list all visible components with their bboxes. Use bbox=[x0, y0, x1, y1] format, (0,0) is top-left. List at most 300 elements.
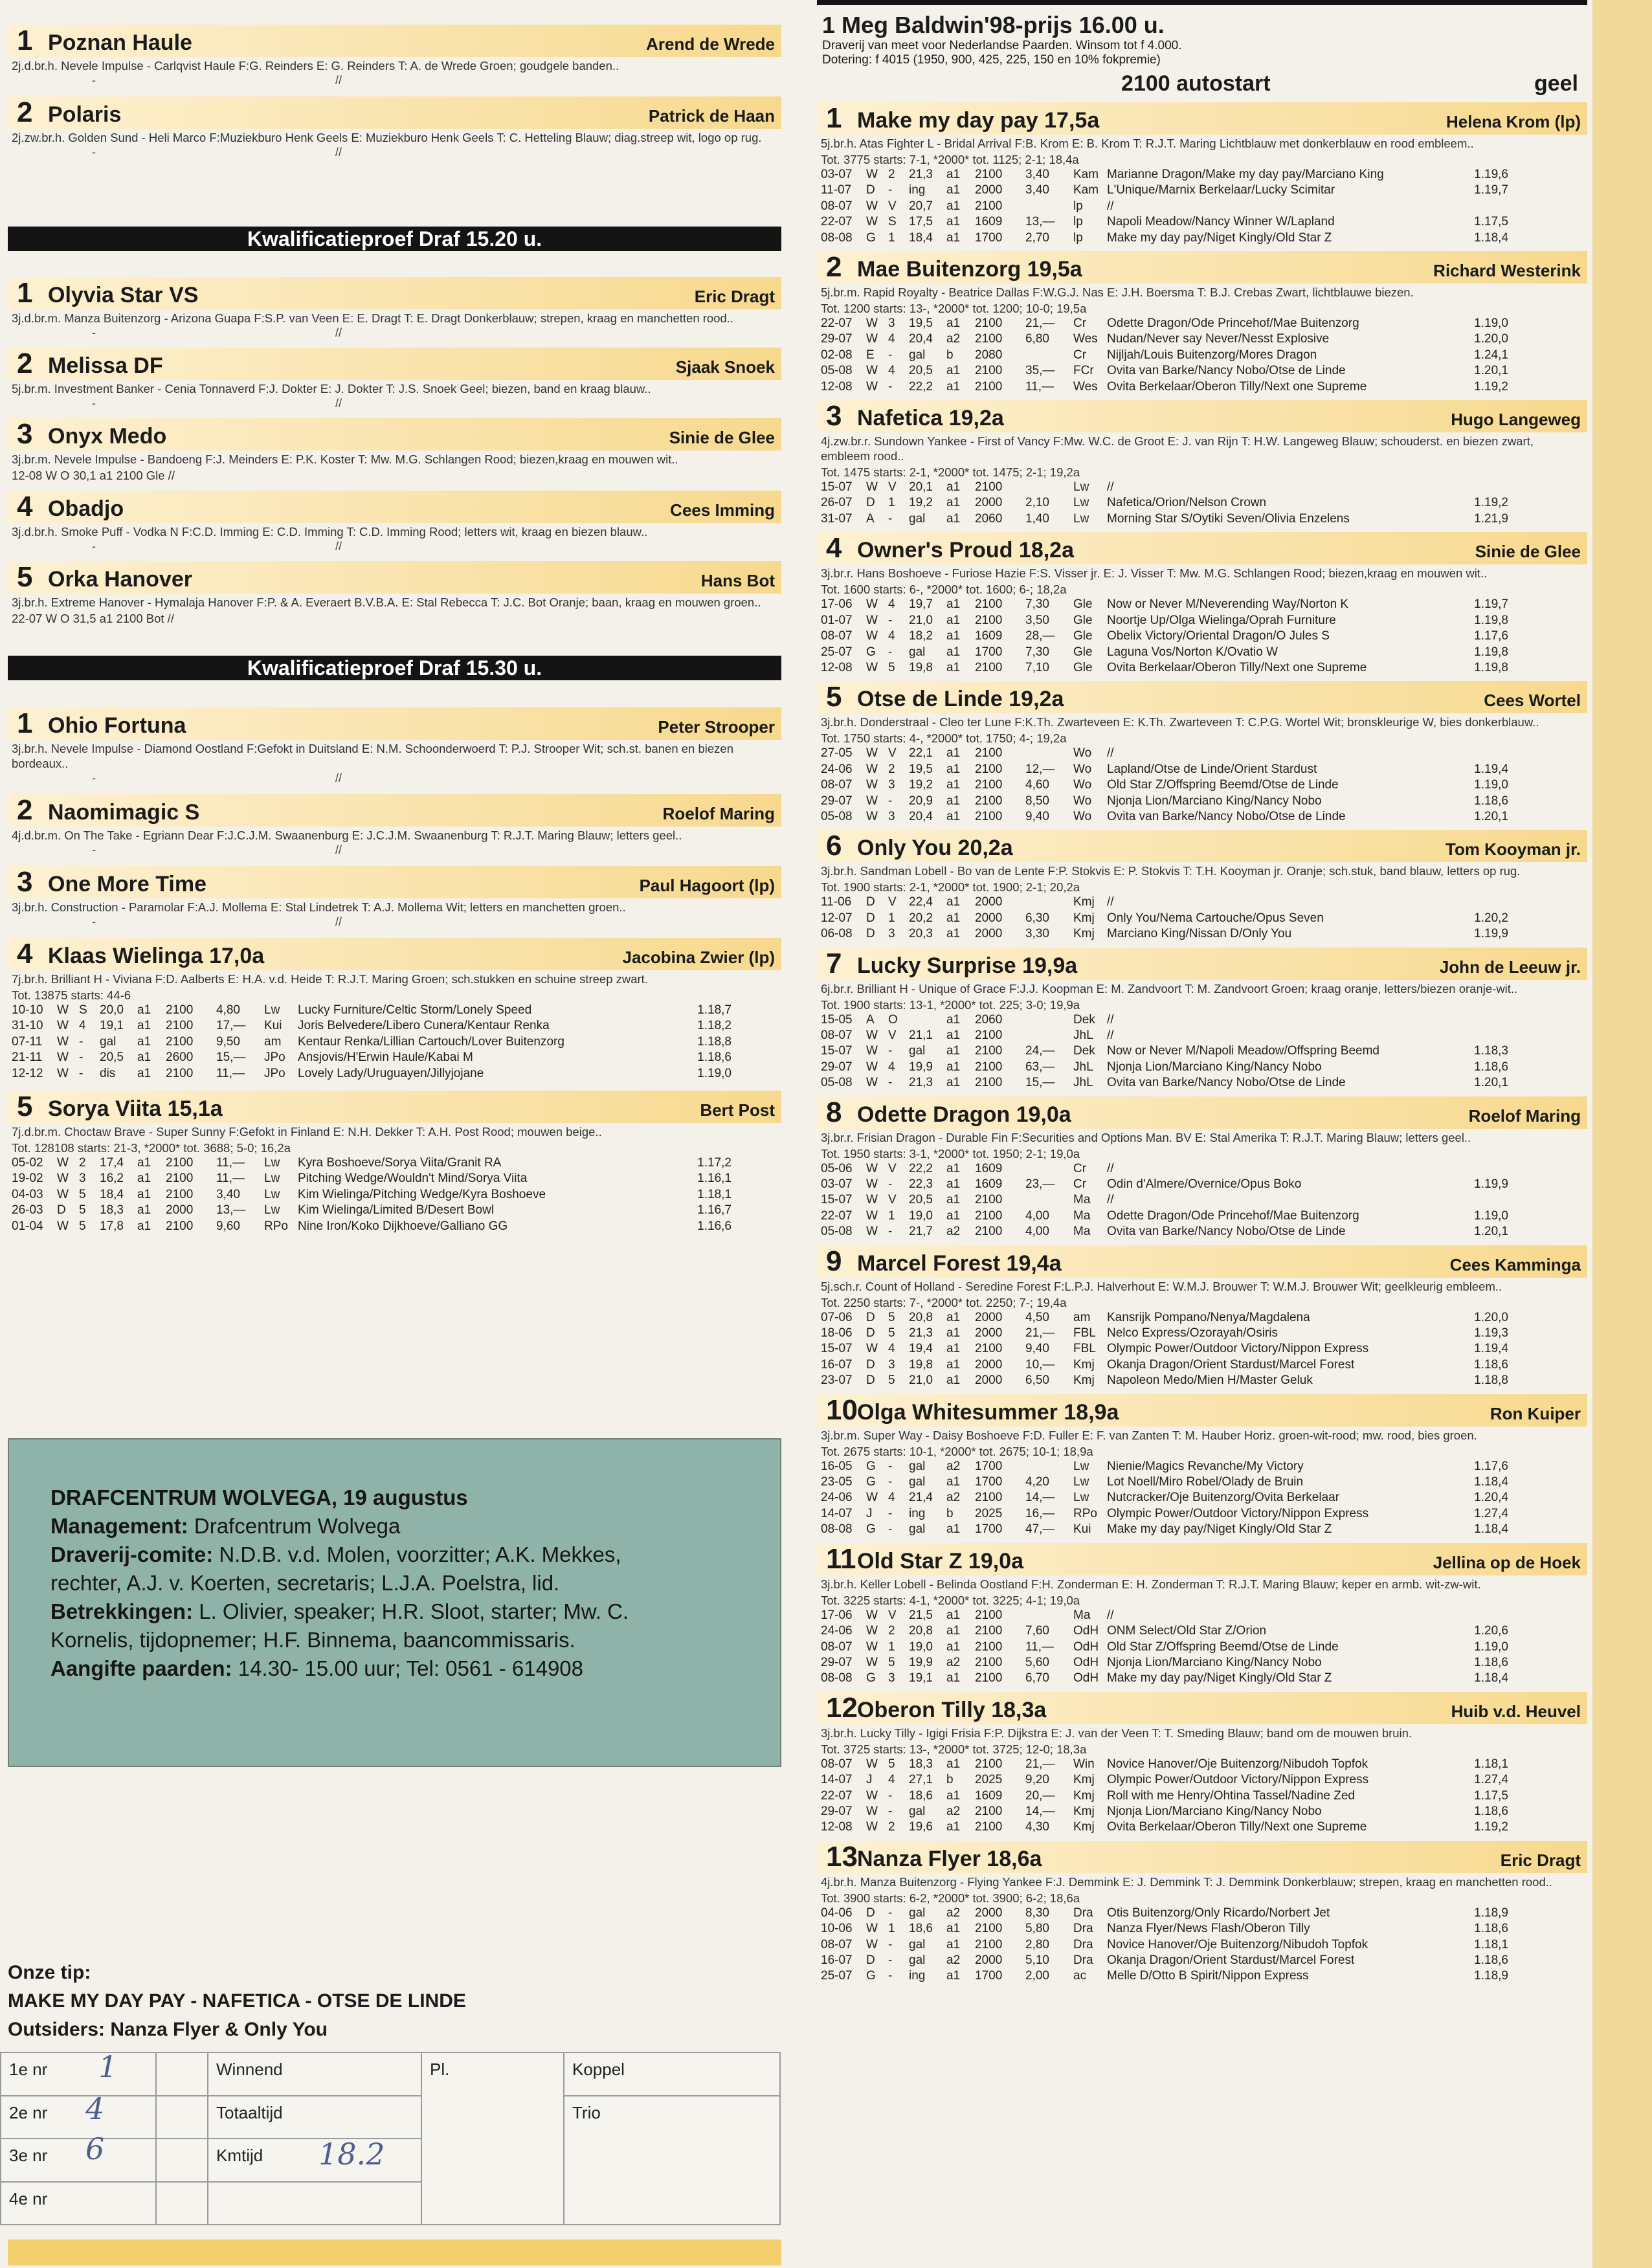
run-cell: 1 bbox=[888, 1640, 895, 1654]
entry-name: Only You 20,2a bbox=[857, 836, 1013, 861]
run-cell: // bbox=[1107, 746, 1114, 761]
race-header bbox=[817, 0, 1587, 100]
dash-mark: - bbox=[92, 843, 96, 856]
run-cell: Gle bbox=[1073, 629, 1093, 643]
run-row bbox=[821, 214, 1583, 230]
run-row bbox=[821, 363, 1583, 379]
run-cell: 18,2 bbox=[909, 629, 933, 643]
entry-number: 7 bbox=[826, 947, 842, 979]
run-cell: 1.19,0 bbox=[697, 1066, 731, 1080]
run-cell: a1 bbox=[137, 1156, 151, 1170]
run-row bbox=[821, 1012, 1583, 1028]
run-cell: 14,— bbox=[1025, 1804, 1055, 1818]
run-cell: am bbox=[264, 1034, 282, 1049]
run-cell: 1.18,9 bbox=[1474, 1906, 1508, 1920]
run-cell: - bbox=[888, 1953, 893, 1967]
run-row bbox=[821, 167, 1583, 183]
run-cell: Kmj bbox=[1073, 895, 1095, 909]
entry-name: Orka Hanover bbox=[48, 567, 192, 592]
run-cell: 1.18,4 bbox=[1474, 1522, 1508, 1537]
run-cell: 1.17,5 bbox=[1474, 1788, 1508, 1803]
run-cell: Cr bbox=[1073, 348, 1087, 362]
run-cell bbox=[1469, 480, 1508, 495]
run-cell: 07-11 bbox=[12, 1034, 43, 1049]
run-row bbox=[12, 1155, 777, 1171]
run-row bbox=[821, 1177, 1583, 1192]
run-cell: Njonja Lion/Marciano King/Nancy Nobo bbox=[1107, 1655, 1322, 1669]
entry bbox=[817, 251, 1587, 400]
run-cell: Ma bbox=[1073, 1225, 1091, 1239]
run-cell: 2100 bbox=[975, 1922, 1003, 1936]
run-cell: 3,40 bbox=[1025, 168, 1049, 181]
run-cell: 2000 bbox=[975, 911, 1003, 925]
dash-mark: - bbox=[92, 915, 96, 928]
run-cell: Kansrijk Pompano/Nenya/Magdalena bbox=[1107, 1310, 1310, 1324]
run-cell: 2000 bbox=[975, 1906, 1003, 1920]
info-management: Management: Drafcentrum Wolvega bbox=[50, 1514, 401, 1538]
run-cell: 2100 bbox=[975, 1060, 1003, 1074]
run-cell: 1.19,0 bbox=[1474, 317, 1508, 331]
run-cell: 1.18,6 bbox=[1474, 1804, 1508, 1818]
run-cell: D bbox=[866, 1310, 875, 1324]
run-cell: Now or Never M/Napoli Meadow/Offspring Beemd bbox=[1107, 1044, 1379, 1058]
run-cell: FBL bbox=[1073, 1326, 1096, 1340]
dash-mark: - bbox=[92, 397, 96, 410]
run-cell: 63,— bbox=[1025, 1060, 1055, 1074]
run-cell: W bbox=[866, 1624, 878, 1638]
run-cell: Wo bbox=[1073, 794, 1092, 808]
run-row bbox=[821, 762, 1583, 777]
run-cell bbox=[1469, 199, 1508, 214]
entry-no-runs bbox=[8, 539, 781, 553]
run-cell: A bbox=[866, 1012, 875, 1027]
row-label-3: 3e nr bbox=[1, 2139, 156, 2182]
run-cell: Gle bbox=[1073, 645, 1093, 659]
run-cell: 18-06 bbox=[821, 1326, 853, 1340]
entry-name: Sorya Viita 15,1a bbox=[48, 1096, 223, 1122]
run-cell: 2100 bbox=[975, 379, 1003, 394]
run-cell: 18,6 bbox=[909, 1788, 933, 1803]
run-cell: 2100 bbox=[975, 364, 1003, 378]
run-cell: D bbox=[866, 927, 875, 941]
run-cell: 1609 bbox=[975, 215, 1003, 229]
run-row bbox=[821, 230, 1583, 246]
run-cell: Kentaur Renka/Lillian Cartouch/Lover Buitenzorg bbox=[298, 1034, 564, 1049]
run-row bbox=[821, 1671, 1583, 1686]
run-cell: 04-03 bbox=[12, 1187, 43, 1201]
run-cell: RPo bbox=[1073, 1506, 1097, 1520]
entry-name: Otse de Linde 19,2a bbox=[857, 687, 1064, 712]
run-cell: 08-07 bbox=[821, 1757, 853, 1771]
run-cell: 3 bbox=[888, 778, 895, 792]
run-cell: a1 bbox=[946, 1969, 961, 1983]
run-row bbox=[821, 183, 1583, 198]
run-cell: Napoleon Medo/Mien H/Master Geluk bbox=[1107, 1373, 1313, 1388]
run-cell: 1.18,6 bbox=[1474, 1922, 1508, 1936]
run-cell: 1.18,7 bbox=[697, 1003, 731, 1017]
run-cell bbox=[1469, 1028, 1508, 1043]
run-cell: 08-08 bbox=[821, 1671, 853, 1685]
run-cell: G bbox=[866, 1459, 876, 1473]
left-column bbox=[8, 0, 781, 1241]
run-cell: 21,3 bbox=[909, 168, 933, 181]
run-cell: W bbox=[866, 762, 878, 776]
run-cell: 2100 bbox=[166, 1019, 194, 1033]
handwritten-kmtijd: 18.2 bbox=[318, 2137, 385, 2172]
run-cell: 1700 bbox=[975, 1522, 1003, 1537]
run-cell: a2 bbox=[946, 1459, 961, 1473]
entry bbox=[8, 1091, 781, 1241]
run-cell: 1.24,1 bbox=[1474, 348, 1508, 362]
run-cell: 21,— bbox=[1025, 317, 1055, 331]
entry-number: 5 bbox=[826, 681, 842, 713]
run-cell: 5 bbox=[888, 1373, 895, 1388]
run-cell: 1.18,6 bbox=[1474, 794, 1508, 808]
run-cell: 6,70 bbox=[1025, 1671, 1049, 1685]
run-cell: 3 bbox=[888, 1357, 895, 1372]
run-cell: 8,30 bbox=[1025, 1906, 1049, 1920]
entry-totals: Tot. 3775 starts: 7-1, *2000* tot. 1125; 2-1; 18,4a bbox=[821, 153, 1079, 166]
run-cell: 22,3 bbox=[909, 1177, 933, 1191]
run-cell: 3 bbox=[888, 927, 895, 941]
run-row bbox=[821, 1640, 1583, 1655]
entry-totals: Tot. 1900 starts: 2-1, *2000* tot. 1900; 2-1; 20,2a bbox=[821, 880, 1080, 895]
run-cell: 11,— bbox=[216, 1156, 245, 1170]
run-cell: a1 bbox=[946, 230, 961, 245]
entry-runs bbox=[817, 316, 1587, 395]
run-row bbox=[821, 1326, 1583, 1341]
run-cell: a1 bbox=[946, 1608, 961, 1622]
entry-runs bbox=[817, 480, 1587, 527]
run-cell: W bbox=[866, 1757, 878, 1771]
run-cell: 21,3 bbox=[909, 1326, 933, 1340]
run-cell: OdH bbox=[1073, 1640, 1099, 1654]
run-cell: ONM Select/Old Star Z/Orion bbox=[1107, 1624, 1267, 1638]
run-cell: 1.19,9 bbox=[1474, 927, 1508, 941]
run-cell: Kmj bbox=[1073, 1773, 1095, 1787]
run-cell bbox=[1025, 1608, 1073, 1623]
run-cell: 2 bbox=[888, 762, 895, 776]
entry-info: 4j.d.br.m. On The Take - Egriann Dear F:J.C.J.M. Swaanenburg E: J.C.J.M. Swaanenburg T: R.J.T. Maring Blauw; letters geel.. bbox=[12, 828, 682, 842]
info-comite: Draverij-comite: N.D.B. v.d. Molen, voorzitter; A.K. Mekkes, bbox=[50, 1542, 621, 1566]
run-cell: a1 bbox=[946, 1624, 961, 1638]
handwritten-2: 4 bbox=[156, 2096, 208, 2139]
run-cell: 2000 bbox=[975, 1326, 1003, 1340]
run-cell: 2100 bbox=[975, 1757, 1003, 1771]
run-cell: a2 bbox=[946, 1804, 961, 1818]
run-cell: - bbox=[888, 1969, 893, 1983]
run-cell: gal bbox=[909, 1804, 926, 1818]
run-cell: FCr bbox=[1073, 364, 1094, 378]
run-cell: Olympic Power/Outdoor Victory/Nippon Express bbox=[1107, 1342, 1369, 1356]
run-row bbox=[821, 1757, 1583, 1772]
entry-name: Nanza Flyer 18,6a bbox=[857, 1846, 1042, 1871]
entry-number: 3 bbox=[17, 418, 33, 450]
run-cell: 13,— bbox=[1025, 215, 1055, 229]
run-cell: 19,5 bbox=[909, 762, 933, 776]
entry-info: 5j.sch.r. Count of Holland - Seredine Forest F:L.P.J. Halverhout E: W.M.J. Brouwer T: W.M.J. Brouwer Wit; geelkleurig embleem.. bbox=[821, 1279, 1502, 1293]
entry-totals: Tot. 128108 starts: 21-3, *2000* tot. 3688; 5-0; 16,2a bbox=[12, 1141, 291, 1155]
run-cell: 28,— bbox=[1025, 629, 1055, 643]
run-cell: Lw bbox=[264, 1203, 280, 1217]
run-cell: Ovita van Barke/Nancy Nobo/Otse de Linde bbox=[1107, 809, 1346, 823]
entry bbox=[817, 1841, 1587, 1990]
entry-header bbox=[817, 251, 1587, 284]
run-cell: 4 bbox=[888, 1773, 895, 1787]
run-cell: ing bbox=[909, 1506, 926, 1520]
entry-runs bbox=[817, 1757, 1587, 1836]
run-cell: 21-11 bbox=[12, 1051, 43, 1065]
run-cell: W bbox=[57, 1019, 69, 1033]
entry-number: 6 bbox=[826, 830, 842, 862]
entry-no-runs bbox=[8, 843, 781, 857]
tip-label: Onze tip: bbox=[8, 1962, 91, 1983]
run-cell: 08-07 bbox=[821, 629, 853, 643]
run-cell: 3,40 bbox=[1025, 183, 1049, 197]
run-cell: W bbox=[866, 613, 878, 627]
entry-header bbox=[8, 1091, 781, 1123]
run-cell: a1 bbox=[946, 1208, 961, 1223]
run-cell: Now or Never M/Neverending Way/Norton K bbox=[1107, 597, 1349, 612]
entry-header bbox=[817, 1841, 1587, 1873]
run-cell: Odette Dragon/Ode Princehof/Mae Buitenzorg bbox=[1107, 1208, 1359, 1223]
entry-number: 8 bbox=[826, 1096, 842, 1128]
run-cell: a1 bbox=[946, 511, 961, 526]
entry-run-line: 22-07 W O 31,5 a1 2100 Bot // bbox=[12, 612, 174, 625]
entry bbox=[817, 532, 1587, 681]
run-cell: 19,2 bbox=[909, 496, 933, 510]
run-row bbox=[821, 511, 1583, 527]
run-cell: gal bbox=[909, 1937, 926, 1951]
entry-driver: Bert Post bbox=[700, 1100, 775, 1120]
run-cell: 16,2 bbox=[100, 1172, 124, 1186]
run-cell: V bbox=[888, 895, 897, 909]
run-cell: 29-07 bbox=[821, 1804, 853, 1818]
run-cell: Old Star Z/Offspring Beemd/Otse de Linde bbox=[1107, 778, 1339, 792]
run-cell: a2 bbox=[946, 1655, 961, 1669]
run-cell: 2 bbox=[888, 1624, 895, 1638]
run-cell: - bbox=[888, 1937, 893, 1951]
run-cell: gal bbox=[909, 511, 926, 526]
run-cell: 1.20,4 bbox=[1474, 1491, 1508, 1505]
entry bbox=[8, 794, 781, 866]
entry bbox=[817, 400, 1587, 532]
run-row bbox=[12, 1203, 777, 1218]
run-cell: Gle bbox=[1073, 597, 1093, 612]
run-cell: 1.16,7 bbox=[697, 1203, 731, 1217]
run-cell: W bbox=[866, 746, 878, 761]
run-cell: 4 bbox=[79, 1019, 86, 1033]
entry-totals: Tot. 1750 starts: 4-, *2000* tot. 1750; 4-; 19,2a bbox=[821, 731, 1067, 746]
run-cell: 22,2 bbox=[909, 1161, 933, 1175]
run-cell: 5 bbox=[888, 1310, 895, 1324]
run-cell: 08-07 bbox=[821, 1937, 853, 1951]
entry-header bbox=[817, 1096, 1587, 1129]
entry-info: 5j.br.h. Atas Fighter L - Bridal Arrival F:B. Krom E: B. Krom T: R.J.T. Maring Lichtblauw met donkerblauw en rood embleem.. bbox=[821, 137, 1474, 150]
run-cell: lp bbox=[1073, 215, 1083, 229]
run-cell: 1.20,1 bbox=[1474, 1076, 1508, 1090]
run-row bbox=[821, 660, 1583, 676]
run-row bbox=[821, 1953, 1583, 1968]
entry-driver: Roelof Maring bbox=[1468, 1106, 1581, 1126]
run-cell: W bbox=[866, 379, 878, 394]
run-cell: b bbox=[946, 1773, 954, 1787]
entry-info: 3j.br.m. Nevele Impulse - Bandoeng F:J. Meinders E: P.K. Koster T: Mw. M.G. Schlangen Rood; biezen,kraag en mouwen wit.. bbox=[12, 452, 678, 466]
entry-name: Obadjo bbox=[48, 496, 124, 521]
race-distance: 2100 autostart bbox=[1121, 71, 1271, 96]
run-cell: V bbox=[888, 1193, 897, 1207]
run-cell: 2000 bbox=[975, 895, 1003, 909]
run-row bbox=[821, 1028, 1583, 1043]
run-cell: 1700 bbox=[975, 645, 1003, 659]
run-cell: 05-06 bbox=[821, 1161, 853, 1175]
run-cell: 1.18,6 bbox=[1474, 1357, 1508, 1372]
run-cell: a1 bbox=[946, 762, 961, 776]
run-cell: 23-05 bbox=[821, 1475, 853, 1489]
run-cell: 11,— bbox=[1025, 379, 1055, 394]
run-cell: Olympic Power/Outdoor Victory/Nippon Express bbox=[1107, 1506, 1369, 1520]
run-cell: 1.17,6 bbox=[1474, 629, 1508, 643]
run-cell: gal bbox=[909, 1906, 926, 1920]
run-cell: 1.17,6 bbox=[1474, 1459, 1508, 1473]
run-cell: a1 bbox=[137, 1219, 151, 1233]
run-cell: G bbox=[866, 1671, 876, 1685]
run-cell: W bbox=[57, 1187, 69, 1201]
run-cell: 19,6 bbox=[909, 1820, 933, 1834]
run-cell: W bbox=[57, 1156, 69, 1170]
run-cell: 1 bbox=[888, 1922, 895, 1936]
run-cell: W bbox=[57, 1003, 69, 1017]
run-cell: 6,80 bbox=[1025, 332, 1049, 346]
run-cell: 27,1 bbox=[909, 1773, 933, 1787]
info-comite-cont: rechter, A.J. v. Koerten, secretaris; L.J.A. Poelstra, lid. bbox=[50, 1571, 560, 1595]
run-cell: 1700 bbox=[975, 1475, 1003, 1489]
run-cell: // bbox=[1107, 895, 1114, 909]
run-cell: 20,2 bbox=[909, 911, 933, 925]
run-cell: a1 bbox=[946, 168, 961, 181]
run-cell: 22-07 bbox=[821, 1788, 853, 1803]
row-label-1: 1e nr bbox=[1, 2052, 156, 2096]
race-subtitle-1: Draverij van meet voor Nederlandse Paarden. Winsom tot f 4.000. bbox=[822, 39, 1182, 52]
run-cell: G bbox=[866, 645, 876, 659]
run-cell: 16-05 bbox=[821, 1459, 853, 1473]
entry-name: Marcel Forest 19,4a bbox=[857, 1251, 1062, 1276]
run-cell: 3 bbox=[79, 1172, 86, 1186]
run-cell: Ovita van Barke/Nancy Nobo/Otse de Linde bbox=[1107, 1225, 1346, 1239]
run-cell: Lw bbox=[264, 1003, 280, 1017]
run-cell: 2,70 bbox=[1025, 230, 1049, 245]
run-cell: 1.18,6 bbox=[1474, 1060, 1508, 1074]
run-cell: 03-07 bbox=[821, 168, 853, 181]
run-cell: W bbox=[866, 1608, 878, 1622]
run-cell: Dra bbox=[1073, 1922, 1093, 1936]
run-cell: lp bbox=[1073, 230, 1083, 245]
run-cell: 2100 bbox=[975, 332, 1003, 346]
run-cell: dis bbox=[100, 1066, 116, 1080]
run-cell: 1.20,6 bbox=[1474, 1624, 1508, 1638]
run-row bbox=[821, 1043, 1583, 1059]
run-cell: 06-08 bbox=[821, 927, 853, 941]
run-cell: 2 bbox=[888, 168, 895, 181]
entry-info: 5j.br.m. Rapid Royalty - Beatrice Dallas F:W.G.J. Nas E: J.H. Boersma T: B.J. Crebas Zwart, lichtblauwe biezen. bbox=[821, 285, 1414, 300]
run-cell bbox=[1469, 1012, 1508, 1028]
run-cell: 1.19,9 bbox=[1474, 1177, 1508, 1191]
run-cell: W bbox=[57, 1066, 69, 1080]
run-cell: 1.18,4 bbox=[1474, 230, 1508, 245]
run-cell: Kmj bbox=[1073, 927, 1095, 941]
run-cell: 1.16,1 bbox=[697, 1172, 731, 1186]
run-cell: a1 bbox=[946, 364, 961, 378]
run-cell: Cr bbox=[1073, 1161, 1087, 1175]
run-cell: gal bbox=[909, 1475, 926, 1489]
run-row bbox=[821, 199, 1583, 214]
run-cell: W bbox=[866, 480, 878, 495]
run-cell: 18,6 bbox=[909, 1922, 933, 1936]
run-cell: 27-05 bbox=[821, 746, 853, 761]
run-cell: D bbox=[866, 1326, 875, 1340]
run-cell: 13,— bbox=[216, 1203, 246, 1217]
run-cell: JPo bbox=[264, 1066, 285, 1080]
entry-info: 4j.br.h. Manza Buitenzorg - Flying Yankee F:J. Demmink E: J. Demmink T: J. Demmink Donkerblauw; strepen, kraag en manchetten rood.. bbox=[821, 1874, 1553, 1889]
run-row bbox=[821, 895, 1583, 910]
run-cell: Ovita van Barke/Nancy Nobo/Otse de Linde bbox=[1107, 1076, 1346, 1090]
entry-totals: Tot. 2250 starts: 7-, *2000* tot. 2250; 7-; 19,4a bbox=[821, 1295, 1067, 1309]
run-cell: 1.20,2 bbox=[1474, 911, 1508, 925]
run-cell: a1 bbox=[137, 1203, 151, 1217]
run-cell: a1 bbox=[946, 895, 961, 909]
run-cell: a1 bbox=[946, 317, 961, 331]
run-cell: a1 bbox=[946, 629, 961, 643]
run-cell: 2100 bbox=[975, 168, 1003, 181]
entry bbox=[8, 707, 781, 794]
run-cell: 4 bbox=[888, 1491, 895, 1505]
run-cell: 29-07 bbox=[821, 794, 853, 808]
run-row bbox=[821, 1459, 1583, 1474]
run-cell: 1.18,2 bbox=[697, 1019, 731, 1033]
entry bbox=[8, 418, 781, 491]
run-cell: 20,4 bbox=[909, 809, 933, 823]
info-box bbox=[8, 1438, 781, 1767]
run-cell: 29-07 bbox=[821, 332, 853, 346]
run-cell: 4 bbox=[888, 332, 895, 346]
run-cell: 05-08 bbox=[821, 364, 853, 378]
section-header-15-20: Kwalificatieproef Draf 15.20 u. bbox=[8, 227, 781, 251]
run-row bbox=[821, 926, 1583, 942]
run-cell: a1 bbox=[946, 1310, 961, 1324]
run-cell: Kmj bbox=[1073, 1804, 1095, 1818]
run-cell: 1.19,7 bbox=[1474, 183, 1508, 197]
run-cell: 1.19,6 bbox=[1474, 168, 1508, 181]
dash-mark: - bbox=[92, 772, 96, 784]
run-cell: 1.19,0 bbox=[1474, 778, 1508, 792]
run-row bbox=[821, 1224, 1583, 1240]
run-row bbox=[821, 613, 1583, 628]
run-cell: 11,— bbox=[216, 1172, 245, 1186]
run-cell: a1 bbox=[946, 1475, 961, 1489]
run-cell: 2100 bbox=[166, 1219, 194, 1233]
run-cell: Otis Buitenzorg/Only Ricardo/Norbert Jet bbox=[1107, 1906, 1330, 1920]
label-totaaltijd: Totaaltijd bbox=[208, 2096, 421, 2139]
right-column bbox=[817, 0, 1587, 1990]
run-cell: Odin d'Almere/Overnice/Opus Boko bbox=[1107, 1177, 1302, 1191]
run-cell: - bbox=[888, 1044, 893, 1058]
run-cell: 1.19,8 bbox=[1474, 660, 1508, 674]
entry-no-runs bbox=[8, 145, 781, 159]
run-cell: 19,5 bbox=[909, 317, 933, 331]
run-cell bbox=[1025, 348, 1073, 363]
run-cell: 2025 bbox=[975, 1506, 1003, 1520]
run-cell: W bbox=[866, 1640, 878, 1654]
